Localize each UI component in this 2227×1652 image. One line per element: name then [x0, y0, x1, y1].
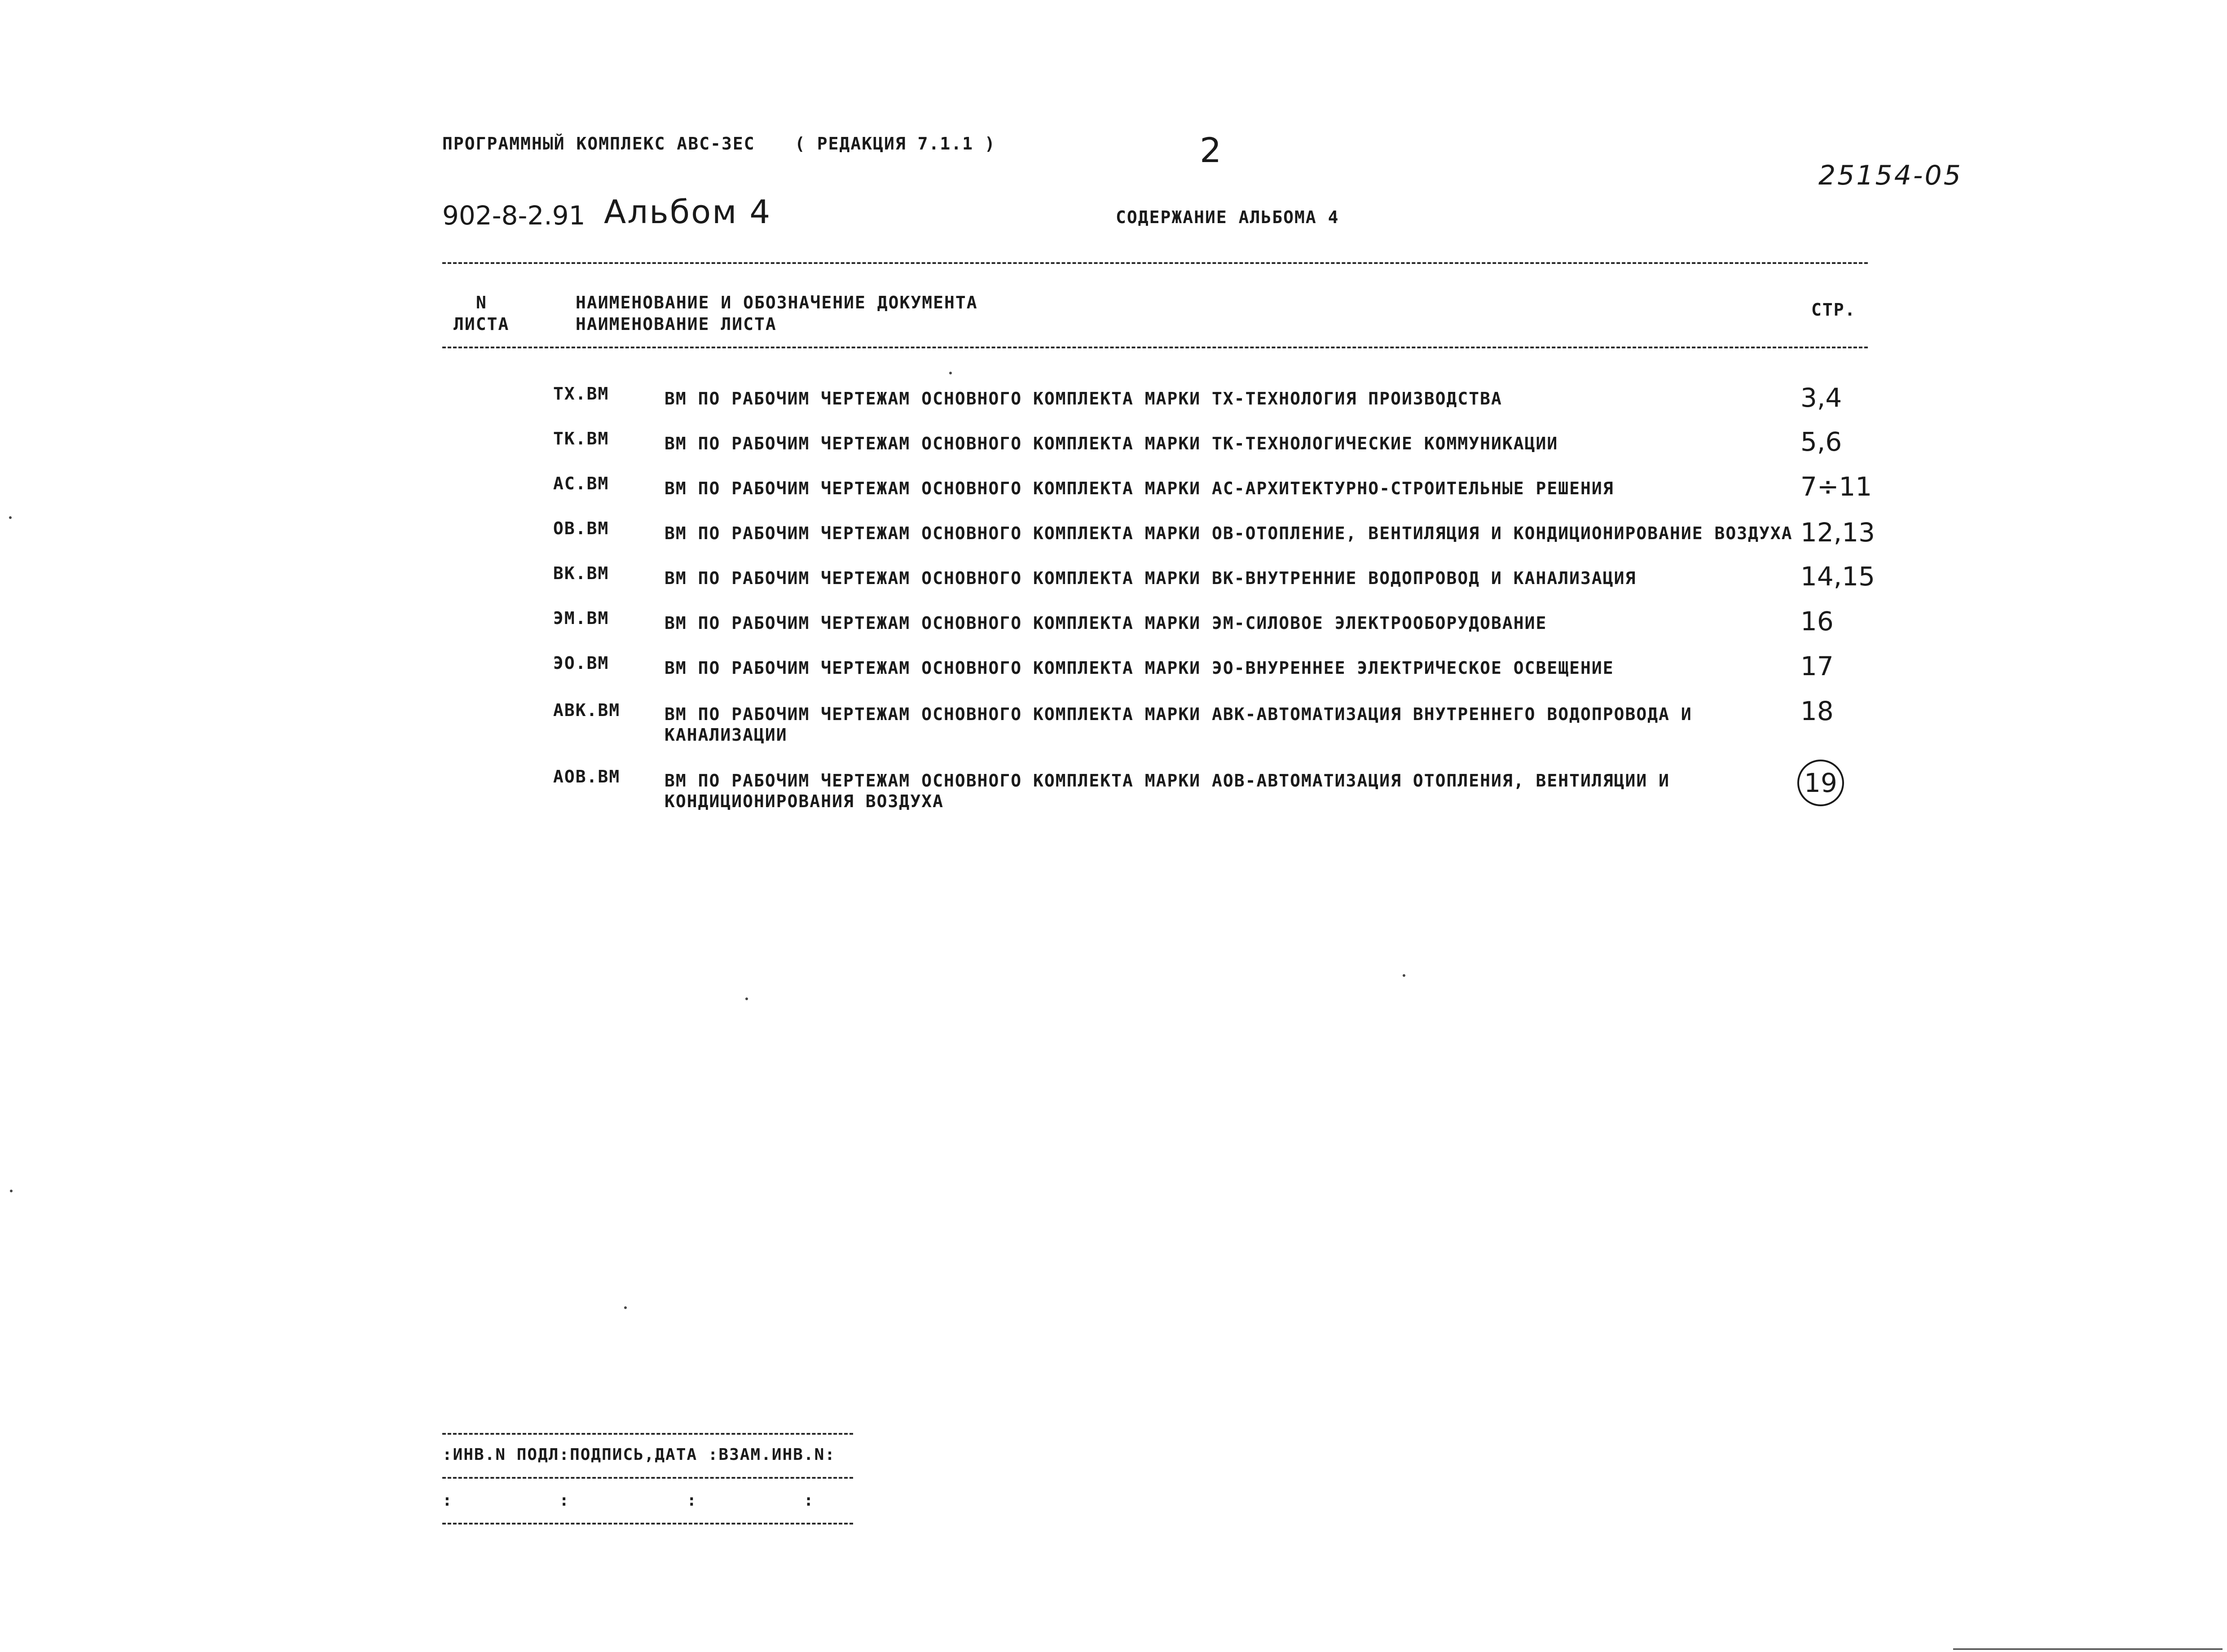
row-code: АВК.ВМ — [553, 700, 621, 720]
stamp-line-1 — [442, 1433, 853, 1435]
col-header-sheet-no-line1: N — [476, 293, 487, 312]
row-description: ВМ ПО РАБОЧИМ ЧЕРТЕЖАМ ОСНОВНОГО КОМПЛЕКТА МАРКИ ЭМ-СИЛОВОЕ ЭЛЕКТРООБОРУДОВАНИЕ — [665, 613, 1547, 633]
row-code: ТХ.ВМ — [553, 384, 609, 404]
row-pages: 17 — [1800, 651, 1834, 681]
row-description: ВМ ПО РАБОЧИМ ЧЕРТЕЖАМ ОСНОВНОГО КОМПЛЕКТА МАРКИ АС-АРХИТЕКТУРНО-СТРОИТЕЛЬНЫЕ РЕШЕНИЯ — [665, 479, 1614, 498]
row-description: ВМ ПО РАБОЧИМ ЧЕРТЕЖАМ ОСНОВНОГО КОМПЛЕКТА МАРКИ ЭО-ВНУРЕННЕЕ ЭЛЕКТРИЧЕСКОЕ ОСВЕЩЕНИЕ — [665, 658, 1614, 678]
row-description: ВМ ПО РАБОЧИМ ЧЕРТЕЖАМ ОСНОВНОГО КОМПЛЕКТА МАРКИ ТХ-ТЕХНОЛОГИЯ ПРОИЗВОДСТВА — [665, 389, 1502, 409]
row-code: АОВ.ВМ — [553, 767, 621, 786]
contents-title: СОДЕРЖАНИЕ АЛЬБОМА 4 — [1116, 207, 1339, 227]
col-header-name-line2: НАИМЕНОВАНИЕ ЛИСТА — [576, 314, 777, 334]
col-header-name-line1: НАИМЕНОВАНИЕ И ОБОЗНАЧЕНИЕ ДОКУМЕНТА — [576, 293, 978, 312]
row-pages: 3,4 — [1800, 382, 1842, 413]
scan-speck — [624, 1306, 627, 1309]
row-pages: 7÷11 — [1800, 471, 1872, 502]
inventory-number: 25154-05 — [1818, 160, 1963, 191]
stamp-header: :ИНВ.N ПОДЛ:ПОДПИСЬ,ДАТА :ВЗАМ.ИНВ.N: — [442, 1446, 836, 1464]
program-title: ПРОГРАММНЫЙ КОМПЛЕКС АВС-ЗЕС — [442, 134, 755, 154]
scan-speck — [1403, 974, 1405, 977]
row-description: ВМ ПО РАБОЧИМ ЧЕРТЕЖАМ ОСНОВНОГО КОМПЛЕКТА МАРКИ АВК-АВТОМАТИЗАЦИЯ ВНУТРЕННЕГО ВОДОПРОВОДА И КАНАЛИЗАЦИИ — [665, 704, 1692, 745]
row-code: ЭМ.ВМ — [553, 608, 609, 628]
stamp-empty-row: : : : : — [442, 1491, 814, 1510]
row-pages: 5,6 — [1800, 426, 1842, 457]
row-pages-circled: 19 — [1797, 760, 1844, 806]
row-code: ЭО.ВМ — [553, 653, 609, 673]
scan-speck — [745, 997, 748, 1000]
project-code: 902-8-2.91 — [442, 200, 585, 231]
row-code: ВК.ВМ — [553, 563, 609, 583]
album-label: Альбом 4 — [604, 193, 772, 231]
row-pages: 12,13 — [1800, 517, 1875, 548]
stamp-line-2 — [442, 1477, 853, 1479]
scan-speck — [10, 1190, 13, 1192]
header-separator-bottom — [442, 347, 1868, 348]
edition-label: ( РЕДАКЦИЯ 7.1.1 ) — [795, 134, 996, 154]
row-description: ВМ ПО РАБОЧИМ ЧЕРТЕЖАМ ОСНОВНОГО КОМПЛЕКТА МАРКИ ОВ-ОТОПЛЕНИЕ, ВЕНТИЛЯЦИЯ И КОНДИЦИОНИРОВАНИЕ ВОЗДУХА — [665, 523, 1793, 543]
row-code: АС.ВМ — [553, 474, 609, 493]
row-pages: 14,15 — [1800, 561, 1875, 592]
col-header-sheet-no-line2: ЛИСТА — [453, 314, 510, 334]
page-number: 2 — [1200, 130, 1222, 170]
row-code: ОВ.ВМ — [553, 518, 609, 538]
row-pages: 18 — [1800, 696, 1834, 726]
scan-speck — [9, 516, 12, 519]
header-separator-top — [442, 262, 1868, 264]
row-code: ТК.ВМ — [553, 429, 609, 448]
row-description: ВМ ПО РАБОЧИМ ЧЕРТЕЖАМ ОСНОВНОГО КОМПЛЕКТА МАРКИ ВК-ВНУТРЕННИЕ ВОДОПРОВОД И КАНАЛИЗАЦИЯ — [665, 568, 1637, 588]
scan-line — [1953, 1648, 2223, 1650]
col-header-page: СТР. — [1811, 300, 1856, 320]
row-pages: 16 — [1800, 606, 1834, 637]
row-description: ВМ ПО РАБОЧИМ ЧЕРТЕЖАМ ОСНОВНОГО КОМПЛЕКТА МАРКИ АОВ-АВТОМАТИЗАЦИЯ ОТОПЛЕНИЯ, ВЕНТИЛЯЦИИ И КОНДИЦИОНИРОВАНИЯ ВОЗДУХА — [665, 771, 1670, 811]
row-description: ВМ ПО РАБОЧИМ ЧЕРТЕЖАМ ОСНОВНОГО КОМПЛЕКТА МАРКИ ТК-ТЕХНОЛОГИЧЕСКИЕ КОММУНИКАЦИИ — [665, 434, 1558, 453]
scan-speck — [949, 372, 952, 374]
stamp-line-3 — [442, 1523, 853, 1525]
